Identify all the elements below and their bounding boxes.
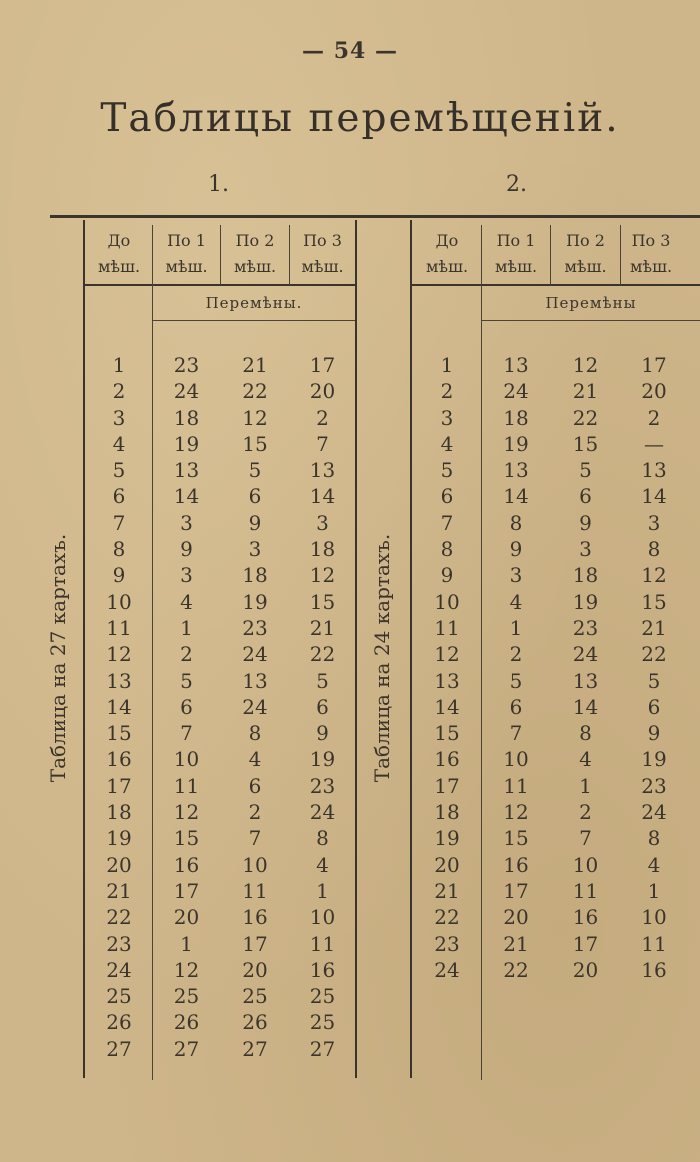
- t2-cell: 1: [440, 353, 454, 377]
- t1-cell: 11: [242, 878, 268, 903]
- t1-cell: 3: [180, 510, 193, 535]
- t1-cell: 22: [242, 379, 268, 404]
- t1-cell: 23: [173, 353, 200, 377]
- t1-cell: 7: [248, 826, 262, 851]
- table2-number: 2.: [506, 172, 527, 197]
- t2-cell: 24: [641, 800, 667, 825]
- t1-cell: 1: [180, 615, 193, 640]
- t1-header-0: До мѣш.: [97, 231, 141, 276]
- t1-subheader: Перемѣны.: [205, 294, 303, 312]
- t1-cell: 1: [316, 878, 329, 903]
- t2-cell: 7: [440, 510, 454, 535]
- t1-cell: 27: [173, 1036, 200, 1061]
- header-rule-1: [85, 284, 357, 286]
- t2-cell: 9: [440, 563, 454, 588]
- t1-cell: 8: [112, 537, 126, 562]
- t2-cell: 21: [503, 931, 529, 956]
- t1-cell: 20: [242, 957, 268, 982]
- t2-cell: 7: [579, 826, 592, 851]
- t2-header-1: По 1 мѣш.: [494, 231, 538, 276]
- t1-right-border: [355, 220, 357, 1078]
- t1-cell: 15: [242, 431, 268, 456]
- t1-cell: 15: [173, 826, 200, 851]
- t1-cell: 12: [173, 957, 200, 982]
- t1-cell: 5: [248, 458, 262, 483]
- t1-cell: 18: [106, 800, 132, 825]
- t1-cell: 23: [309, 773, 336, 798]
- t2-cell: 10: [503, 747, 529, 772]
- t2-cell: 3: [647, 510, 661, 535]
- t1-cell: 18: [242, 563, 268, 588]
- t1-cell: 13: [173, 458, 200, 483]
- t2-cell: 21: [572, 379, 599, 404]
- t1-cell: 3: [248, 537, 262, 562]
- t1-column-shuffle1: [153, 352, 220, 1062]
- t2-cell: 9: [647, 721, 661, 746]
- t2-cell: 1: [579, 773, 592, 798]
- t1-cell: 24: [173, 379, 200, 404]
- t2-cell: 19: [641, 747, 667, 772]
- t2-cell: 13: [503, 353, 529, 377]
- t1-cell: 17: [242, 931, 268, 956]
- t2-cell: 24: [434, 957, 460, 982]
- top-rule: [50, 215, 700, 218]
- t2-cell: 12: [434, 642, 460, 667]
- t2-cell: 2: [509, 642, 523, 667]
- t1-cell: 24: [106, 957, 132, 982]
- t2-cell: 14: [434, 694, 460, 719]
- t2-cell: 22: [503, 957, 529, 982]
- t2-cell: —: [644, 431, 664, 456]
- t1-cell: 13: [106, 668, 132, 693]
- t2-cell: 8: [440, 537, 454, 562]
- t1-cell: 11: [106, 615, 132, 640]
- t1-cell: 10: [309, 905, 336, 930]
- t2-cell: 24: [572, 642, 599, 667]
- t1-cell: 16: [309, 957, 336, 982]
- t1-cell: 3: [316, 510, 329, 535]
- t2-cell: 3: [509, 563, 523, 588]
- t2-cell: 4: [509, 589, 523, 614]
- t1-cell: 8: [248, 721, 262, 746]
- t1-cell: 25: [309, 1010, 336, 1035]
- table1-number: 1.: [208, 172, 229, 197]
- t2-cell: 1: [509, 615, 523, 640]
- t1-cell: 20: [106, 852, 132, 877]
- t1-cell: 11: [173, 773, 200, 798]
- t1-cell: 6: [180, 694, 193, 719]
- t1-cell: 21: [242, 353, 268, 377]
- t1-cell: 18: [173, 405, 200, 430]
- t2-cell: 1: [647, 878, 661, 903]
- t2-cell: 23: [641, 773, 667, 798]
- t1-cell: 21: [106, 878, 132, 903]
- t2-cell: 8: [647, 826, 661, 851]
- t2-cell: 8: [647, 537, 661, 562]
- t2-cell: 23: [434, 931, 460, 956]
- t2-cell: 9: [579, 510, 592, 535]
- t1-cell: 23: [242, 615, 268, 640]
- t1-cell: 19: [309, 747, 336, 772]
- t1-cell: 5: [180, 668, 193, 693]
- t1-cell: 16: [173, 852, 200, 877]
- t2-cell: 16: [503, 852, 529, 877]
- t2-cell: 23: [572, 615, 599, 640]
- t2-cell: 5: [647, 668, 661, 693]
- t2-cell: 13: [503, 458, 529, 483]
- t1-cell: 16: [242, 905, 268, 930]
- t1-cell: 1: [180, 931, 193, 956]
- t1-cell: 9: [180, 537, 193, 562]
- t2-cell: 17: [641, 353, 667, 377]
- t1-cell: 12: [173, 800, 200, 825]
- t2-cell: 3: [579, 537, 592, 562]
- t1-cell: 9: [316, 721, 329, 746]
- t1-cell: 14: [106, 694, 132, 719]
- t1-cell: 14: [309, 484, 336, 509]
- t1-cell: 12: [309, 563, 336, 588]
- t1-cell: 27: [242, 1036, 268, 1061]
- t1-column-shuffle3: [290, 352, 355, 1062]
- t2-cell: 17: [434, 773, 460, 798]
- t2-cell: 11: [503, 773, 529, 798]
- t2-cell: 4: [440, 431, 454, 456]
- t1-cell: 27: [106, 1036, 132, 1061]
- t1-cell: 4: [112, 431, 126, 456]
- t2-header-0: До мѣш.: [425, 231, 469, 276]
- t1-header-3: По 3 мѣш.: [301, 231, 344, 276]
- t2-cell: 19: [503, 431, 529, 456]
- subheader-rule-2: [481, 320, 700, 321]
- t2-column-shuffle3: [621, 352, 687, 983]
- t2-cell: 22: [434, 905, 460, 930]
- t1-cell: 2: [180, 642, 193, 667]
- t1-cell: 24: [309, 800, 336, 825]
- t1-cell: 24: [242, 642, 268, 667]
- t2-cell: 10: [434, 589, 460, 614]
- t1-cell: 25: [309, 984, 336, 1009]
- t1-header-1: По 1 мѣш.: [165, 231, 208, 276]
- t2-cell: 4: [579, 747, 592, 772]
- t2-cell: 2: [579, 800, 592, 825]
- t2-cell: 7: [509, 721, 523, 746]
- t1-cell: 3: [112, 405, 126, 430]
- t2-cell: 6: [647, 694, 661, 719]
- t2-cell: 17: [503, 878, 529, 903]
- t1-cell: 19: [242, 589, 268, 614]
- t1-cell: 15: [309, 589, 336, 614]
- t1-cell: 11: [309, 931, 336, 956]
- t1-cell: 8: [316, 826, 329, 851]
- t1-cell: 12: [242, 405, 268, 430]
- t1-cell: 9: [112, 563, 126, 588]
- t2-cell: 14: [572, 694, 599, 719]
- t1-left-border: [83, 220, 85, 1078]
- t1-cell: 13: [309, 458, 336, 483]
- t1-cell: 17: [106, 773, 132, 798]
- t2-cell: 6: [509, 694, 523, 719]
- t2-cell: 5: [440, 458, 454, 483]
- t1-cell: 6: [112, 484, 126, 509]
- t1-cell: 10: [242, 852, 268, 877]
- t1-cell: 10: [106, 589, 132, 614]
- t1-cell: 25: [173, 984, 200, 1009]
- t1-cell: 25: [242, 984, 268, 1009]
- t1-cell: 19: [173, 431, 200, 456]
- t1-cell: 2: [316, 405, 329, 430]
- t2-cell: 14: [503, 484, 529, 509]
- t2-cell: 9: [509, 537, 523, 562]
- t1-cell: 26: [173, 1010, 200, 1035]
- t2-cell: 20: [434, 852, 460, 877]
- t2-header-2: По 2 мѣш.: [564, 231, 607, 276]
- t1-cell: 22: [106, 905, 132, 930]
- t1-cell: 4: [248, 747, 262, 772]
- t2-cell: 19: [572, 589, 599, 614]
- t2-column-before: [413, 352, 481, 983]
- t1-cell: 25: [106, 984, 132, 1009]
- t1-cell: 14: [173, 484, 200, 509]
- t1-cell: 9: [248, 510, 262, 535]
- t1-cell: 15: [106, 721, 132, 746]
- t2-cell: 15: [503, 826, 529, 851]
- t2-cell: 13: [434, 668, 460, 693]
- t1-cell: 3: [180, 563, 193, 588]
- t1-cell: 6: [248, 773, 262, 798]
- t2-cell: 18: [434, 800, 460, 825]
- t2-cell: 11: [641, 931, 667, 956]
- t2-cell: 24: [503, 379, 529, 404]
- t1-cell: 20: [309, 379, 336, 404]
- subheader-rule-1: [152, 320, 357, 321]
- page-number: — 54 —: [302, 38, 398, 64]
- t2-cell: 21: [641, 615, 667, 640]
- t2-header-3: По 3 мѣш.: [629, 231, 673, 276]
- t1-cell: 6: [248, 484, 262, 509]
- t1-cell: 22: [309, 642, 336, 667]
- t1-cell: 20: [173, 905, 200, 930]
- t1-cell: 2: [112, 379, 126, 404]
- t2-cell: 5: [509, 668, 523, 693]
- t1-cell: 4: [180, 589, 193, 614]
- t1-cell: 1: [112, 353, 126, 377]
- t2-cell: 10: [641, 905, 667, 930]
- t1-cell: 7: [316, 431, 329, 456]
- t2-cell: 14: [641, 484, 667, 509]
- t2-cell: 11: [572, 878, 599, 903]
- t1-cell: 5: [112, 458, 126, 483]
- t2-cell: 11: [434, 615, 460, 640]
- t1-cell: 23: [106, 931, 132, 956]
- t1-cell: 10: [173, 747, 200, 772]
- t1-cell: 24: [242, 694, 268, 719]
- t1-cell: 26: [106, 1010, 132, 1035]
- t2-cell: 2: [440, 379, 454, 404]
- page-title: Таблицы перемѣщеній.: [100, 96, 620, 141]
- t2-cell: 15: [572, 431, 599, 456]
- t2-cell: 12: [503, 800, 529, 825]
- t1-cell: 21: [309, 615, 336, 640]
- t2-cell: 16: [434, 747, 460, 772]
- t2-side-label: Таблица на 24 картахъ.: [370, 533, 394, 783]
- t1-cell: 17: [309, 353, 336, 377]
- t1-cell: 26: [242, 1010, 268, 1035]
- t1-cell: 27: [309, 1036, 336, 1061]
- t2-cell: 18: [503, 405, 529, 430]
- t2-subheader: Перемѣны: [545, 294, 637, 312]
- t1-cell: 19: [106, 826, 132, 851]
- t2-cell: 18: [572, 563, 599, 588]
- t2-cell: 12: [641, 563, 667, 588]
- t1-cell: 16: [106, 747, 132, 772]
- t2-left-border: [410, 220, 412, 1078]
- t1-column-before: [86, 352, 152, 1062]
- header-rule-2: [412, 284, 700, 286]
- t1-cell: 7: [180, 721, 193, 746]
- t1-cell: 5: [316, 668, 329, 693]
- t2-cell: 6: [579, 484, 592, 509]
- t2-cell: 3: [440, 405, 454, 430]
- t1-cell: 17: [173, 878, 200, 903]
- t2-cell: 6: [440, 484, 454, 509]
- t2-cell: 15: [641, 589, 667, 614]
- t1-side-label: Таблица на 27 картахъ.: [46, 533, 70, 783]
- t2-cell: 12: [572, 353, 599, 377]
- t1-cell: 7: [112, 510, 126, 535]
- t2-cell: 16: [641, 957, 667, 982]
- t2-cell: 15: [434, 721, 460, 746]
- t2-cell: 20: [572, 957, 599, 982]
- t1-cell: 18: [309, 537, 336, 562]
- t1-header-2: По 2 мѣш.: [233, 231, 277, 276]
- t1-cell: 4: [316, 852, 329, 877]
- t2-cell: 17: [572, 931, 599, 956]
- t1-cell: 12: [106, 642, 132, 667]
- t2-cell: 2: [647, 405, 661, 430]
- t2-cell: 10: [572, 852, 599, 877]
- t2-cell: 22: [572, 405, 599, 430]
- t2-cell: 20: [641, 379, 667, 404]
- t2-cell: 20: [503, 905, 529, 930]
- t2-cell: 13: [572, 668, 599, 693]
- t1-cell: 2: [248, 800, 262, 825]
- t2-cell: 8: [509, 510, 523, 535]
- t2-cell: 8: [579, 721, 592, 746]
- t2-cell: 13: [641, 458, 667, 483]
- t2-cell: 22: [641, 642, 667, 667]
- t2-column-shuffle2: [551, 352, 620, 983]
- t2-cell: 16: [572, 905, 599, 930]
- t2-cell: 5: [579, 458, 592, 483]
- t1-cell: 13: [242, 668, 268, 693]
- t2-cell: 4: [647, 852, 661, 877]
- t2-cell: 19: [434, 826, 460, 851]
- t1-column-shuffle2: [221, 352, 289, 1062]
- t2-cell: 21: [434, 878, 460, 903]
- t2-column-shuffle1: [482, 352, 550, 983]
- t1-cell: 6: [316, 694, 329, 719]
